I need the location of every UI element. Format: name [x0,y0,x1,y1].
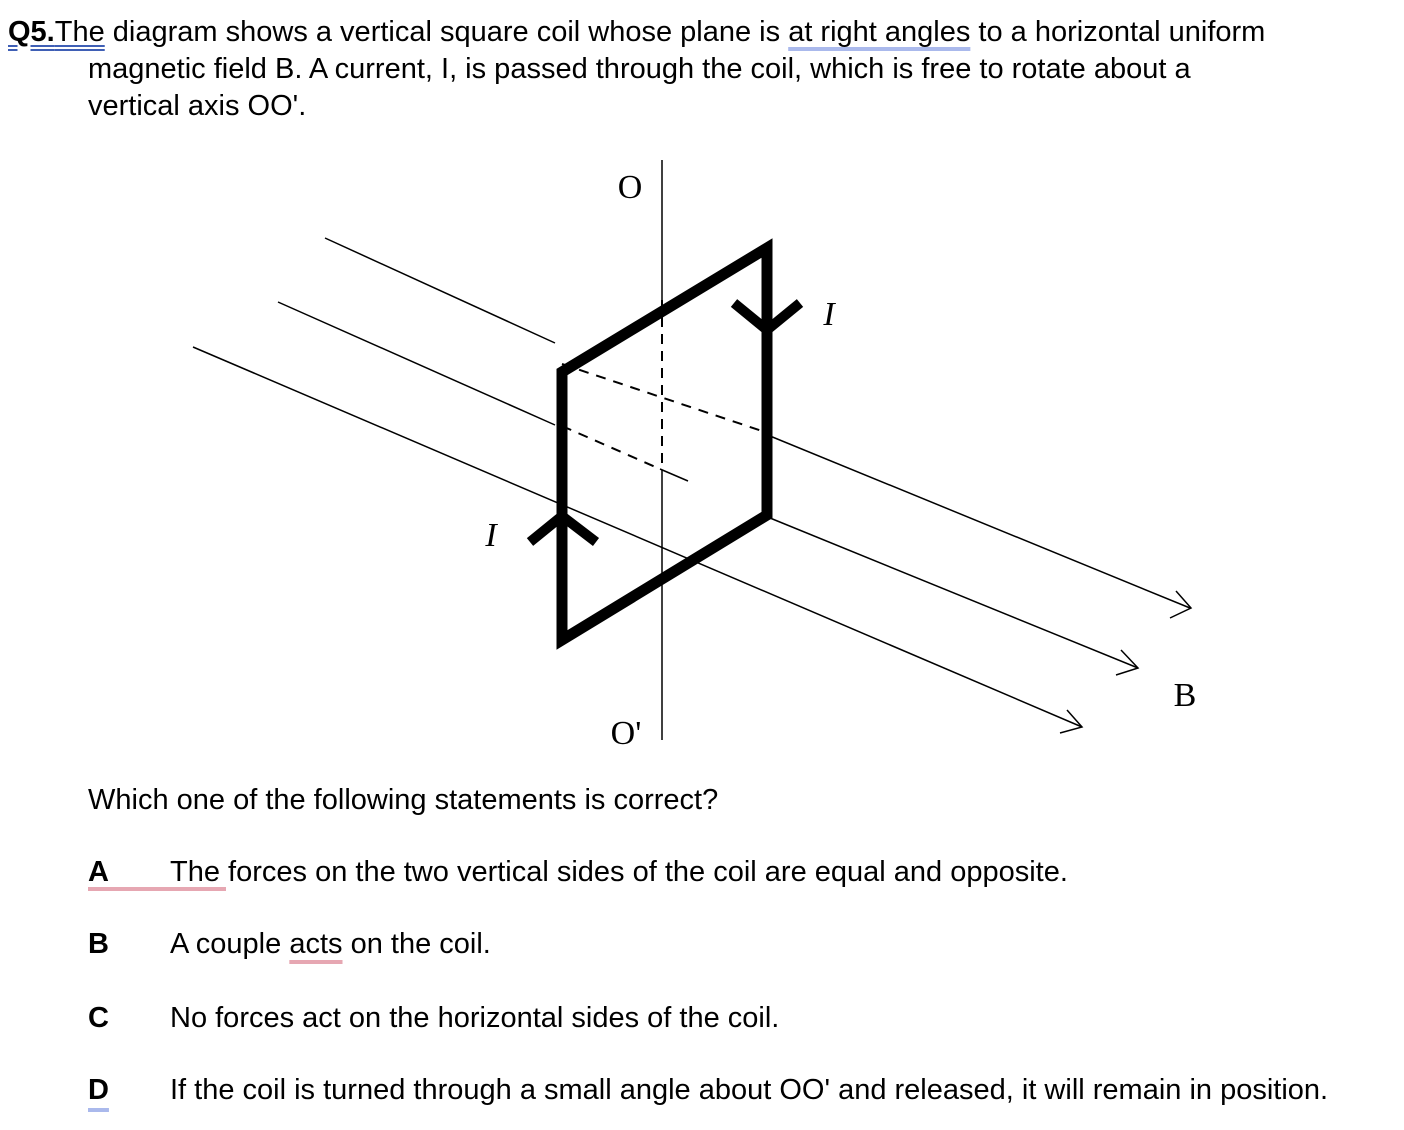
option-b-text [170,926,1385,963]
coil-diagram [0,140,1404,760]
question-text-part-2: to a horizontal uniform [970,16,1266,48]
question-text-part-1: diagram shows a vertical square coil whose plane is [104,16,789,48]
question-line-1 [8,14,1398,51]
current-label-right: I [823,296,835,333]
question-underlined-phrase: at right angles [788,16,971,48]
option-b-letter: B [88,928,109,960]
option-b-pre: A couple [170,928,290,960]
axis-label-top: O [617,169,643,206]
question-prompt: Which one of the following statements is correct? [88,784,719,816]
option-d-text: If the coil is turned through a small angle about OO' and released, it will remain in position. [170,1074,1329,1106]
question-line-3: vertical axis OO'. [88,90,307,122]
option-b-post: on the coil. [342,928,491,960]
field-label: B [1173,677,1197,714]
question-text [8,14,1398,125]
option-b-word: acts [289,928,343,960]
field-line-middle [278,302,1138,675]
option-a-letter: A [88,856,109,888]
option-a-rest: forces on the two vertical sides of the coil are equal and opposite. [219,856,1068,888]
question-word-the: The [54,16,105,48]
field-line-bottom [193,347,1082,733]
option-c-letter: C [88,1002,109,1034]
option-a-word: The [170,856,220,888]
axis-label-bottom: O' [610,715,642,752]
option-d-letter: D [88,1074,109,1106]
current-label-left: I [485,517,497,554]
option-c-text: No forces act on the horizontal sides of the coil. [170,1002,780,1034]
question-number: Q5. [8,16,55,48]
hidden-field-segments [562,364,765,469]
field-line-top [325,238,1191,618]
option-a-text [170,854,1385,891]
question-line-2: magnetic field B. A current, I, is passed through the coil, which is free to rotate about a [88,53,1191,85]
